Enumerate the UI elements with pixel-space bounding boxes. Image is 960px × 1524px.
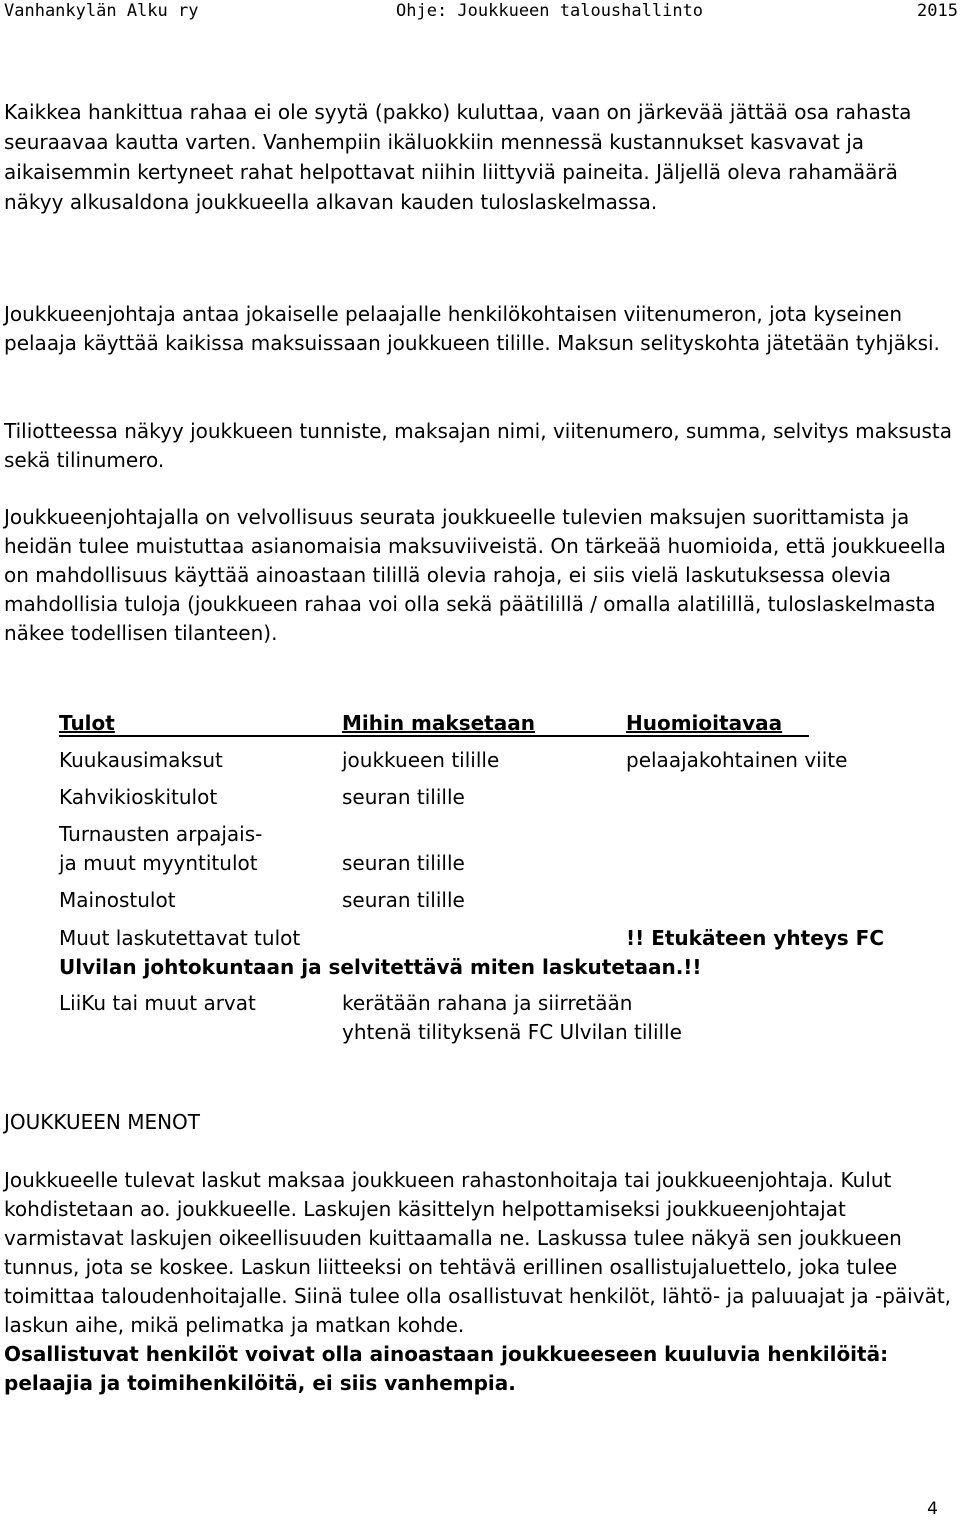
table-cell: Turnausten arpajais- [59, 822, 263, 846]
header-organization: Vanhankylän Alku ry [4, 1, 199, 21]
column-header-mihin: Mihin maksetaan [342, 711, 535, 735]
table-cell: pelaajakohtainen viite [626, 748, 848, 772]
column-header-huomioitavaa: Huomioitavaa [626, 711, 783, 735]
section-heading-menot: JOUKKUEEN MENOT [4, 1110, 201, 1134]
paragraph-reference-number: Joukkueenjohtaja antaa jokaiselle pelaajalle henkilökohtaisen viitenumeron, jota kyseinen pelaaja käyttää kaikissa maksuissaan joukkueen tilille. Maksun selityskohta jätetään tyhjäksi. [4, 302, 940, 355]
table-cell: Kuukausimaksut [59, 748, 223, 772]
table-cell-warning: !! Etukäteen yhteys FC [626, 926, 884, 950]
table-cell: Mainostulot [59, 888, 176, 912]
expenses-bold-note: Osallistuvat henkilöt voivat olla ainoastaan joukkueeseen kuuluvia henkilöitä: pelaajia ja toimihenkilöitä, ei siis vanhempia. [4, 1342, 889, 1395]
expenses-text: Joukkueelle tulevat laskut maksaa joukkueen rahastonhoitaja tai joukkueenjohtaja. Kulut kohdistetaan ao. joukkueelle. Laskujen käsittelyn helpottamiseksi joukkueenjohtajat varmistavat laskujen oikeellisuuden kuittaamalla ne. Laskussa tulee näkyä sen joukkueen tunnus, jota se koskee. Laskun liitteeksi on tehtävä erillinen osallistujaluettelo, joka tulee toimittaa taloudenhoitajalle. Siinä tulee olla osallistuvat henkilöt, lähtö- ja paluuajat ja -päivät, laskun aihe, mikä pelimatka ja matkan kohde. [4, 1168, 952, 1337]
table-cell: kerätään rahana ja siirretään [342, 991, 633, 1015]
table-cell: ja muut myyntitulot [59, 851, 258, 875]
table-cell: LiiKu tai muut arvat [59, 991, 256, 1015]
table-header-rule [59, 735, 809, 737]
table-cell: joukkueen tilille [342, 748, 500, 772]
page-header [0, 0, 960, 24]
table-cell: Kahvikioskitulot [59, 785, 218, 809]
paragraph-bank-statement: Tiliotteessa näkyy joukkueen tunniste, maksajan nimi, viitenumero, summa, selvitys maksusta sekä tilinumero. [4, 419, 953, 472]
table-cell: Muut laskutettavat tulot [59, 926, 301, 950]
table-cell: yhtenä tilityksenä FC Ulvilan tilille [342, 1020, 682, 1044]
table-cell: seuran tilille [342, 785, 465, 809]
paragraph-payment-follow-up: Joukkueenjohtajalla on velvollisuus seurata joukkueelle tulevien maksujen suorittamista ja heidän tulee muistuttaa asianomaisia maksuviiveistä. On tärkeää huomioida, että joukkueella on mahdollisuus käyttää ainoastaan tilillä olevia rahoja, ei siis vielä laskutuksessa olevia mahdollisia tuloja (joukkueen rahaa voi olla sekä päätilillä / omalla alatilillä, tuloslaskelmasta näkee todellisen tilanteen). [4, 505, 946, 645]
table-cell-warning: Ulvilan johtokuntaan ja selvitettävä miten laskutetaan.!! [59, 955, 702, 979]
paragraph-expenses [4, 1166, 954, 1398]
column-header-tulot: Tulot [59, 711, 115, 735]
table-cell: seuran tilille [342, 851, 465, 875]
paragraph-savings: Kaikkea hankittua rahaa ei ole syytä (pakko) kuluttaa, vaan on järkevää jättää osa rahasta seuraavaa kautta varten. Vanhempiin ikäluokkiin mennessä kustannukset kasvavat ja aikaisemmin kertyneet rahat helpottavat niihin liittyviä paineita. Jäljellä oleva rahamäärä näkyy alkusaldona joukkueella alkavan kauden tuloslaskelmassa. [4, 100, 912, 214]
header-document-title: Ohje: Joukkueen taloushallinto [396, 1, 704, 21]
page-number: 4 [927, 1499, 938, 1519]
table-cell: seuran tilille [342, 888, 465, 912]
header-year: 2015 [917, 1, 958, 21]
